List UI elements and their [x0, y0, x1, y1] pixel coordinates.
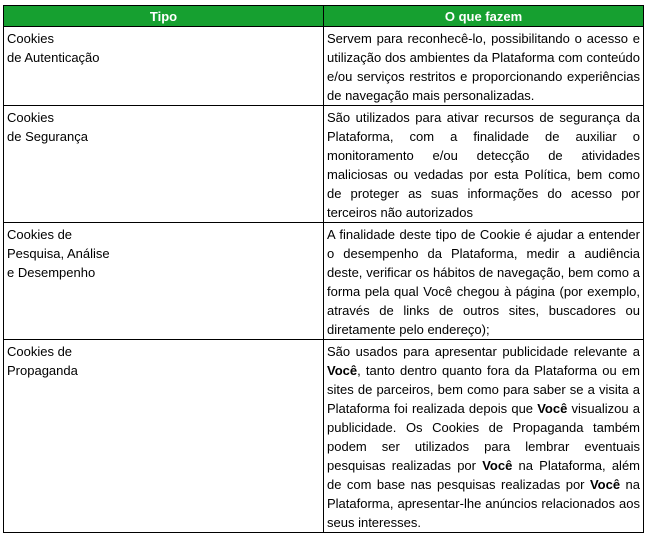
- cookie-description: São utilizados para ativar recursos de segurança da Plataforma, com a finalidade de auxiliar o monitoramento e/ou detecção de atividades maliciosas ou vedadas por esta Política, bem como de proteger as suas informações do acesso por terceiros não autorizados: [324, 106, 644, 223]
- table-row: [4, 340, 644, 533]
- cookie-type-cell: [4, 340, 324, 533]
- table-header-row: [4, 6, 644, 27]
- header-o-que-fazem: O que fazem: [324, 6, 644, 27]
- cookie-type-cell: [4, 106, 324, 223]
- cookie-type-line: e Desempenho: [7, 265, 96, 280]
- table-row: [4, 223, 644, 340]
- cookie-type-line: Pesquisa, Análise: [7, 246, 110, 261]
- cookies-table: [3, 5, 644, 533]
- voce-emphasis: Você: [327, 363, 358, 378]
- description-text: na Plataforma, apresentar-lhe anúncios relacionados aos seus interesses.: [327, 477, 640, 530]
- cookie-type-line: Cookies de: [7, 344, 73, 359]
- description-text: , tanto dentro quanto fora da Plataforma ou em sites de parceiros, bem como para saber se a visita a Plataforma foi realizada depois que: [327, 363, 640, 416]
- cookies-table-container: [3, 5, 644, 533]
- cookie-description: [324, 340, 644, 533]
- cookie-type-line: de Autenticação: [7, 50, 100, 65]
- cookie-type-line: Cookies: [7, 110, 54, 125]
- cookie-type-cell: [4, 27, 324, 106]
- description-text: São usados para apresentar publicidade relevante a: [327, 344, 640, 359]
- cookie-type-line: Propaganda: [7, 363, 78, 378]
- cookie-type-line: Cookies: [7, 31, 54, 46]
- voce-emphasis: Você: [537, 401, 568, 416]
- description-text: na Plataforma, além de com base nas pesquisas realizadas por: [327, 458, 640, 492]
- header-tipo: Tipo: [4, 6, 324, 27]
- voce-emphasis: Você: [482, 458, 513, 473]
- voce-emphasis: Você: [589, 477, 621, 492]
- cookie-type-line: Cookies de: [7, 227, 73, 242]
- table-row: [4, 27, 644, 106]
- cookie-type-line: de Segurança: [7, 129, 88, 144]
- description-text: visualizou a publicidade. Os Cookies de Propaganda também podem ser utilizados para lembrar eventuais pesquisas realizadas por: [327, 401, 640, 473]
- table-row: [4, 106, 644, 223]
- cookie-description: A finalidade deste tipo de Cookie é ajudar a entender o desempenho da Plataforma, medir a audiência deste, verificar os hábitos de navegação, bem como a forma pela qual Você chegou à página (por exemplo, através de links de outros sites, buscadores ou diretamente pelo endereço);: [324, 223, 644, 340]
- cookie-type-cell: [4, 223, 324, 340]
- cookie-description: Servem para reconhecê-lo, possibilitando o acesso e utilização dos ambientes da Plataforma com conteúdo e/ou serviços restritos e proporcionando experiências de navegação mais personalizadas.: [324, 27, 644, 106]
